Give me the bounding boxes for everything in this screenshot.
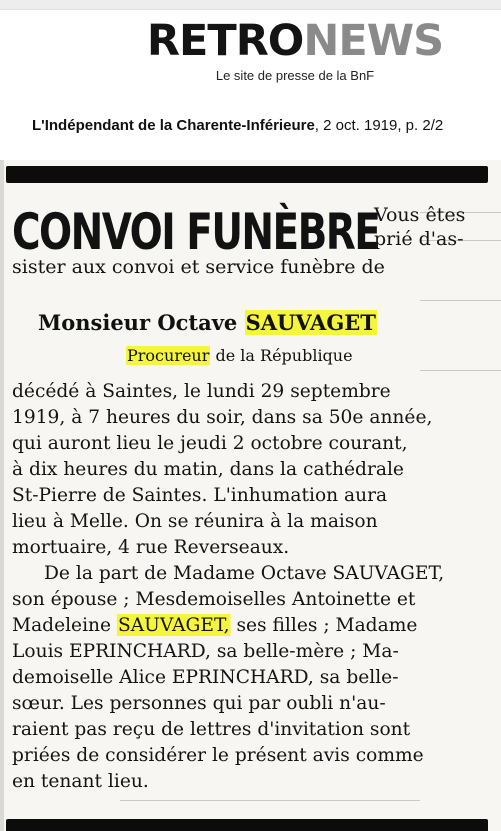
bleed-through-line (420, 300, 501, 301)
logo-retro: RETRO (146, 16, 304, 66)
body-line: priées de considérer le présent avis comme (12, 744, 424, 766)
body-line: décédé à Saintes, le lundi 29 septembre (12, 380, 391, 402)
bleed-through-line (420, 370, 501, 371)
deceased-title (126, 346, 353, 365)
highlighted-surname: SAUVAGET (245, 310, 376, 335)
deceased-name (38, 310, 377, 335)
body-line: St-Pierre de Saintes. L'inhumation aura (12, 484, 388, 506)
intro-line-1: Vous êtes (374, 204, 466, 226)
highlighted-surname-2: SAUVAGET, (117, 614, 230, 636)
body-line: De la part de Madame Octave SAUVAGET, (44, 562, 445, 584)
clipping-left-edge (0, 160, 4, 831)
intro-line-3: sister aux convoi et service funèbre de (12, 256, 385, 278)
line-after: ses filles ; Madame (230, 614, 418, 636)
body-line: lieu à Melle. On se réunira à la maison (12, 510, 378, 532)
body-line: 1919, à 7 heures du soir, dans sa 50e année, (12, 406, 433, 428)
headline: CONVOI FUNÈBRE (12, 203, 380, 261)
body-line: à dix heures du matin, dans la cathédrale (12, 458, 404, 480)
body-line: sœur. Les personnes qui par oubli n'au- (12, 692, 386, 714)
body-line: Louis EPRINCHARD, sa belle-mère ; Ma- (12, 640, 399, 662)
site-tagline: Le site de presse de la BnF (215, 68, 375, 83)
bottom-rule (6, 819, 488, 831)
body-line: demoiselle Alice EPRINCHARD, sa belle- (12, 666, 399, 688)
body-line-highlight (12, 614, 417, 636)
name-prefix: Monsieur Octave (38, 310, 245, 335)
top-rule (6, 166, 488, 183)
newspaper-clipping (0, 160, 501, 831)
body-line: en tenant lieu. (12, 770, 149, 792)
browser-top-strip (0, 0, 501, 10)
title-rest: de la République (210, 346, 353, 365)
body-line: raient pas reçu de lettres d'invitation sont (12, 718, 411, 740)
highlighted-title: Procureur (127, 346, 210, 365)
retronews-logo[interactable] (130, 18, 460, 64)
logo-news: NEWS (303, 16, 444, 66)
body-line: son épouse ; Mesdemoiselles Antoinette et (12, 588, 416, 610)
issue-details: , 2 oct. 1919, p. 2/2 (314, 117, 444, 134)
source-citation (32, 117, 501, 134)
newspaper-title[interactable]: L'Indépendant de la Charente-Inférieure (32, 117, 315, 134)
intro-line-2: prié d'as- (374, 228, 464, 250)
body-line: qui auront lieu le jeudi 2 octobre courant, (12, 432, 408, 454)
body-line: mortuaire, 4 rue Reverseaux. (12, 536, 290, 558)
line-before: Madeleine (12, 614, 117, 636)
bleed-through-line (120, 800, 420, 801)
